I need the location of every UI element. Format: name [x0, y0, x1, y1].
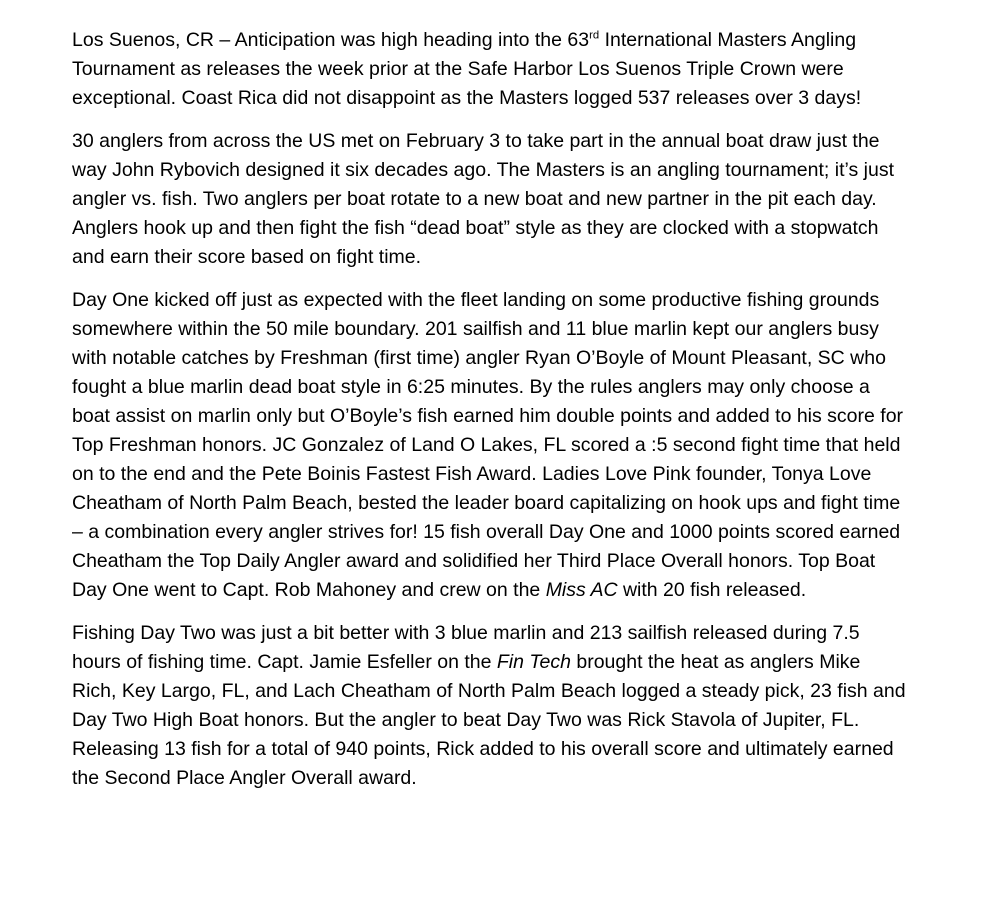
text-run: with 20 fish released.	[617, 579, 807, 601]
text-run: brought the heat as anglers Mike Rich, Key Largo, FL, and Lach Cheatham of North Palm Beach logged a steady pick, 23 fish and Day Two High Boat honors. But the angler to beat Day Two was Rick Stavola of Jupiter, FL. Releasing 13 fish for a total of 940 points, Rick added to his overall score and ultimately earned the Second Place Angler Overall award.	[72, 651, 906, 789]
paragraph-1	[72, 26, 908, 113]
article-body	[72, 26, 908, 793]
ordinal-suffix: rd	[589, 29, 600, 42]
boat-name: Miss AC	[545, 579, 618, 601]
text-run: Los Suenos, CR – Anticipation was high heading into the 63	[72, 29, 590, 51]
paragraph-2	[72, 127, 908, 272]
text-run: International Masters Angling Tournament as releases the week prior at the Safe Harbor Los Suenos Triple Crown were exceptional. Coast Rica did not disappoint as the Masters logged 537 releases over 3 days!	[72, 29, 862, 109]
text-run: Day One kicked off just as expected with the fleet landing on some productive fishing grounds somewhere within the 50 mile boundary. 201 sailfish and 11 blue marlin kept our anglers busy with notable catches by Freshman (first time) angler Ryan O’Boyle of Mount Pleasant, SC who fought a blue marlin dead boat style in 6:25 minutes. By the rules anglers may only choose a boat assist on marlin only but O’Boyle’s fish earned him double points and added to his score for Top Freshman honors. JC Gonzalez of Land O Lakes, FL scored a :5 second fight time that held on to the end and the Pete Boinis Fastest Fish Award. Ladies Love Pink founder, Tonya Love Cheatham of North Palm Beach, bested the leader board capitalizing on hook ups and fight time – a combination every angler strives for! 15 fish overall Day One and 1000 points scored earned Cheatham the Top Daily Angler award and solidified her Third Place Overall honors. Top Boat Day One went to Capt. Rob Mahoney and crew on the	[72, 289, 904, 601]
paragraph-4	[72, 619, 908, 793]
boat-name: Fin Tech	[496, 651, 571, 673]
text-run: Fishing Day Two was just a bit better with 3 blue marlin and 213 sailfish released during 7.5 hours of fishing time. Capt. Jamie Esfeller on the	[72, 622, 860, 673]
text-run: 30 anglers from across the US met on February 3 to take part in the annual boat draw just the way John Rybovich designed it six decades ago. The Masters is an angling tournament; it’s just angler vs. fish. Two anglers per boat rotate to a new boat and new partner in the pit each day. Anglers hook up and then fight the fish “dead boat” style as they are clocked with a stopwatch and earn their score based on fight time.	[72, 130, 894, 268]
paragraph-3	[72, 286, 908, 605]
